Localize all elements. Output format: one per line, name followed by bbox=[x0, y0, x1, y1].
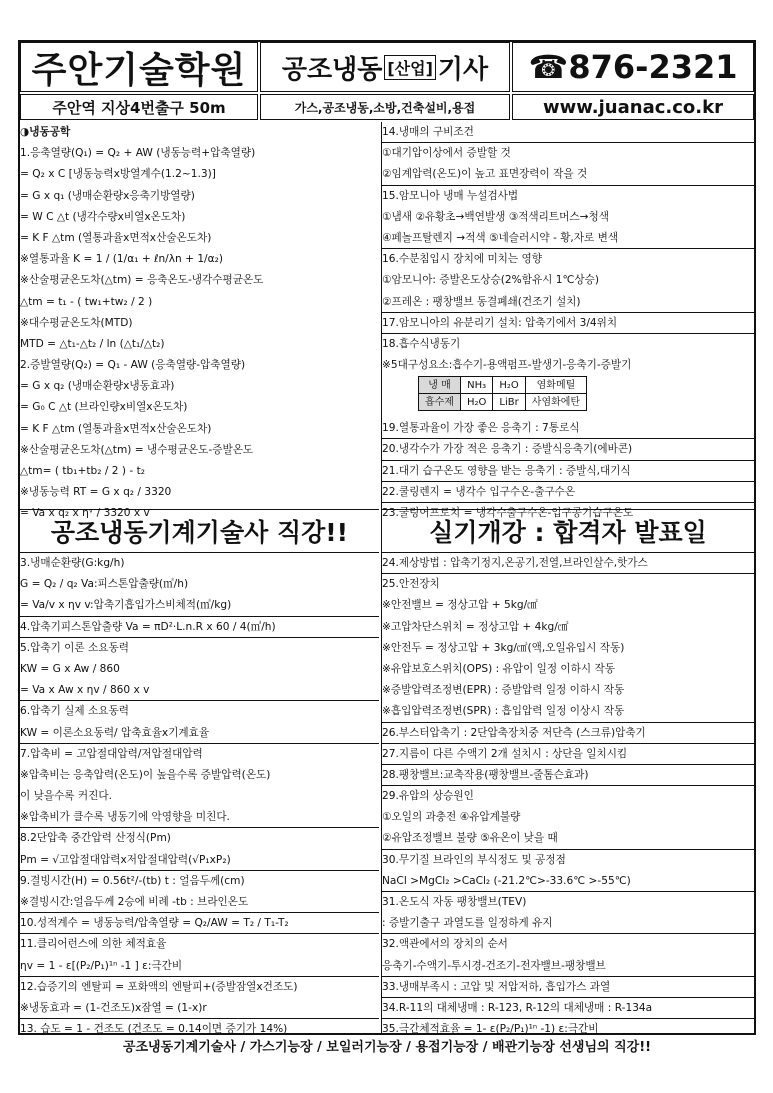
text-line: △tm= ( tb₁+tb₂ / 2 ) - t₂ bbox=[20, 465, 145, 477]
text-line: 16.수분침입시 장치에 미치는 영향 bbox=[382, 253, 542, 266]
text-line: ※열통과율 K = 1 / (1/α₁ + ℓn/λn + 1/α₂) bbox=[20, 253, 223, 266]
text-line: = K F △tm (열통과율x면적x산술온도차) bbox=[20, 422, 212, 435]
location: 주안역 지상4번출구 50m bbox=[20, 94, 258, 120]
text-line: ※산술평균온도차(△tm) = 응축온도-냉각수평균온도 bbox=[20, 274, 264, 287]
text-line: ※결빙시간:얼음두께 2승에 비례 -tb : 브라인온도 bbox=[20, 892, 379, 913]
text-line: 25.안전장치 bbox=[382, 578, 440, 591]
text-line: ※냉동효과 = (1-건조도)x잠열 = (1-x)r bbox=[20, 998, 379, 1019]
text-line: ※냉동능력 RT = G x q₂ / 3320 bbox=[20, 486, 172, 499]
text-line: 7.압축비 = 고압절대압력/저압절대압력 bbox=[20, 747, 203, 760]
text-line: 응축기-수액기-투시경-건조기-전자밸브-팽창밸브 bbox=[382, 956, 754, 977]
left-top-column bbox=[20, 122, 379, 520]
table-cell: 사염화에탄 bbox=[525, 394, 586, 411]
course-main: 공조냉동 bbox=[281, 54, 383, 85]
text-line: 22.쿨링렌지 = 냉각수 입구수온-출구수온 bbox=[382, 482, 754, 503]
text-line: = Va x Aw x ηv / 860 x v bbox=[20, 680, 379, 701]
text-line: = Va/v x ηv v:압축기흡입가스비체적(㎥/kg) bbox=[20, 595, 379, 616]
text-line: 10.성적계수 = 냉동능력/압축열량 = Q₂/AW = T₂ / T₁-T₂ bbox=[20, 913, 379, 934]
text-line: KW = 이론소요동력/ 압축효율x기계효율 bbox=[20, 723, 379, 744]
text-line: ※유압보호스위치(OPS) : 유압이 일정 이하시 작동 bbox=[382, 662, 615, 675]
text-line: 8.2단압축 중간압력 산정식(Pm) bbox=[20, 832, 171, 845]
text-line: 31.온도식 자동 팽창밸브(TEV) bbox=[382, 896, 527, 908]
banner-right: 실기개강 : 합격자 발표일 bbox=[381, 509, 754, 553]
text-line: = K F △tm (열통과율x면적x산술온도차) bbox=[20, 231, 212, 244]
text-line: 35.극간체적효율 = 1- ε(P₂/P₁)¹ⁿ -1) ε:극간비 bbox=[382, 1023, 599, 1036]
absorb-table-wrap bbox=[382, 376, 754, 418]
course-tag: [산업] bbox=[384, 55, 436, 80]
table-cell: 염화메틸 bbox=[525, 377, 586, 394]
text-line: ②유압조정밸브 불량 ⑤유온이 낮을 때 bbox=[382, 828, 754, 849]
text-line: ※안전두 = 정상고압 + 3kg/㎠(액,오일유입시 작동) bbox=[382, 641, 625, 654]
text-line: 11.클리어런스에 의한 체적효율 bbox=[20, 938, 167, 951]
website[interactable]: www.juanac.co.kr bbox=[512, 94, 754, 120]
text-line: NaCl >MgCl₂ >CaCl₂ (-21.2℃>-33.6℃ >-55℃) bbox=[382, 871, 754, 892]
text-line: 24.제상방법 : 압축기정지,온공기,전열,브라인살수,핫가스 bbox=[382, 553, 754, 574]
text-line: 30.무기질 브라인의 부식정도 및 공정점 bbox=[382, 853, 566, 866]
table-cell: H₂O bbox=[460, 394, 492, 411]
text-line: = G x q₂ (냉매순환량x냉동효과) bbox=[20, 380, 175, 393]
text-line: 27.지름이 다른 수액기 2개 설치시 : 상단을 일치시킴 bbox=[382, 744, 754, 765]
table-cell: LiBr bbox=[493, 394, 525, 411]
text-line: ②프레온 : 팽창밸브 동결폐쇄(건조기 설치) bbox=[382, 292, 754, 313]
text-line: 이 낮을수록 커진다. bbox=[20, 790, 112, 803]
text-line: 26.부스터압축기 : 2단압축장치중 저단측 (스크류)압축기 bbox=[382, 723, 754, 744]
text-line: 13. 습도 = 1 - 건조도 (건조도 = 0.14이면 증기가 14%) bbox=[20, 1023, 288, 1036]
text-line: 19.열통과율이 가장 좋은 응축기 : 7통로식 bbox=[382, 418, 754, 439]
text-line: ①대기압이상에서 증발할 것 bbox=[382, 147, 511, 160]
header bbox=[20, 42, 754, 120]
text-line: △tm = t₁ - ( tw₁+tw₂ / 2 ) bbox=[20, 295, 153, 308]
text-line: = G x q₁ (냉매순환량x응축기방열량) bbox=[20, 189, 195, 202]
table-cell: H₂O bbox=[493, 377, 525, 394]
text-line: 28.팽창밸브:교축작용(팽창밸브-줄톰슨효과) bbox=[382, 765, 754, 786]
text-line: 5.압축기 이론 소요동력 bbox=[20, 641, 129, 654]
text-line: 17.암모니아의 유분리기 설치: 압축기에서 3/4위치 bbox=[382, 313, 754, 334]
text-line: 1.응축열량(Q₁) = Q₂ + AW (냉동능력+압축열량) bbox=[20, 147, 256, 160]
text-line: 18.흡수식냉동기 bbox=[382, 337, 461, 350]
text-line: 3.냉매순환량(G:kg/h) bbox=[20, 557, 125, 569]
academy-name: 주안기술학원 bbox=[20, 42, 258, 92]
table-cell: 냉 매 bbox=[419, 377, 461, 394]
text-line: ①오일의 과충전 ④유압계불량 bbox=[382, 811, 521, 824]
text-line: ηv = 1 - ε[(P₂/P₁)¹ⁿ -1 ] ε:극간비 bbox=[20, 956, 379, 977]
text-line: 23.쿨링어프로치 = 냉각수출구수온-입구공기습구온도 bbox=[382, 507, 634, 519]
text-line: 34.R-11의 대체냉매 : R-123, R-12의 대체냉매 : R-134a bbox=[382, 998, 754, 1019]
text-line: 2.증발열량(Q₂) = Q₁ - AW (응축열량-압축열량) bbox=[20, 359, 246, 372]
table-cell: NH₃ bbox=[460, 377, 492, 394]
text-line: 12.습증기의 엔탈피 = 포화액의 엔탈피+(증발잠열x건조도) bbox=[20, 980, 298, 993]
phone-number: ☎876-2321 bbox=[512, 42, 754, 92]
text-line: ①암모니아: 증발온도상승(2%함유시 1℃상승) bbox=[382, 274, 600, 287]
table-row bbox=[419, 377, 587, 394]
text-line: ※5대구성요소:흡수기-용액펌프-발생기-응축기-증발기 bbox=[382, 359, 632, 372]
text-line: 21.대기 습구온도 영향을 받는 응축기 : 증발식,대기식 bbox=[382, 461, 754, 482]
text-line: 32.액관에서의 장치의 순서 bbox=[382, 938, 508, 951]
text-line: = Va x q₂ x ηᵛ / 3320 x v bbox=[20, 507, 150, 520]
text-line: ※증발압력조정변(EPR) : 증발압력 일정 이하시 작동 bbox=[382, 684, 625, 697]
text-line: ※흡입압력조정변(SPR) : 흡입압력 일정 이상시 작동 bbox=[382, 701, 754, 722]
course-end: 기사 bbox=[437, 54, 489, 85]
text-line: ②임계압력(온도)이 높고 표면장력이 작을 것 bbox=[382, 164, 754, 185]
right-top-column bbox=[381, 122, 754, 519]
text-line: 14.냉매의 구비조건 bbox=[382, 122, 754, 143]
banner-left: 공조냉동기계기술사 직강!! bbox=[20, 509, 379, 553]
section-title: ◑냉동공학 bbox=[20, 126, 71, 138]
text-line: ①냄새 ②유황초→백연발생 ③적색리트머스→청색 bbox=[382, 210, 609, 223]
text-line: = Q₂ x C [냉동능력x방열계수(1.2~1.3)] bbox=[20, 168, 216, 181]
table-cell: 흡수제 bbox=[419, 394, 461, 411]
text-line: 20.냉각수가 가장 적은 응축기 : 증발식응축기(에바콘) bbox=[382, 439, 754, 460]
text-line: : 증발기출구 과열도를 일정하게 유지 bbox=[382, 913, 754, 934]
text-line: 4.압축기피스톤압출량 Va = πD²·L.n.R x 60 / 4(㎥/h) bbox=[20, 617, 379, 638]
text-line: ※압축비는 응축압력(온도)이 높을수록 증발압력(온도) bbox=[20, 768, 271, 781]
absorb-table bbox=[418, 376, 587, 411]
text-line: KW = G x Aw / 860 bbox=[20, 662, 120, 675]
text-line: 9.결빙시간(H) = 0.56t²/-(tb) t : 얼음두께(cm) bbox=[20, 874, 245, 887]
text-line: 29.유압의 상승원인 bbox=[382, 790, 474, 803]
text-line: 15.암모니아 냉매 누설검사법 bbox=[382, 189, 519, 202]
text-line: 6.압축기 실제 소요동력 bbox=[20, 705, 129, 718]
text-line: 33.냉매부족시 : 고압 및 저압저하, 흡입가스 과열 bbox=[382, 977, 754, 998]
footer-tagline: 공조냉동기계기술사 / 가스기능장 / 보일러기능장 / 용접기능장 / 배관기능장 선생님의 직강!! bbox=[122, 1040, 652, 1055]
text-line: = W C △t (냉각수량x비열x온도차) bbox=[20, 210, 186, 223]
right-bottom-column bbox=[381, 553, 754, 1036]
text-line: ④페놀프탈렌지 →적색 ⑤네슬러시약 - 황,자로 변색 bbox=[382, 228, 754, 249]
course-title bbox=[260, 42, 510, 92]
text-line: G = Q₂ / q₂ Va:피스톤압출량(㎥/h) bbox=[20, 578, 189, 591]
text-line: ※대수평균온도차(MTD) bbox=[20, 316, 133, 329]
text-line: MTD = △t₁-△t₂ / ln (△t₁/△t₂) bbox=[20, 337, 165, 350]
text-line: ※고압차단스위치 = 정상고압 + 4kg/㎠ bbox=[382, 620, 569, 633]
table-row bbox=[419, 394, 587, 411]
subjects: 가스,공조냉동,소방,건축설비,용접 bbox=[260, 94, 510, 120]
left-bottom-column bbox=[20, 553, 379, 1036]
text-line: ※산술평균온도차(△tm) = 냉수평균온도-증발온도 bbox=[20, 443, 254, 456]
text-line: ※안전밸브 = 정상고압 + 5kg/㎠ bbox=[382, 599, 538, 612]
text-line: = G₀ C △t (브라인량x비열x온도차) bbox=[20, 401, 188, 414]
text-line: Pm = √고압절대압력x저압절대압력(√P₁xP₂) bbox=[20, 850, 379, 871]
text-line: ※압축비가 클수록 냉동기에 악영향을 미친다. bbox=[20, 807, 379, 828]
